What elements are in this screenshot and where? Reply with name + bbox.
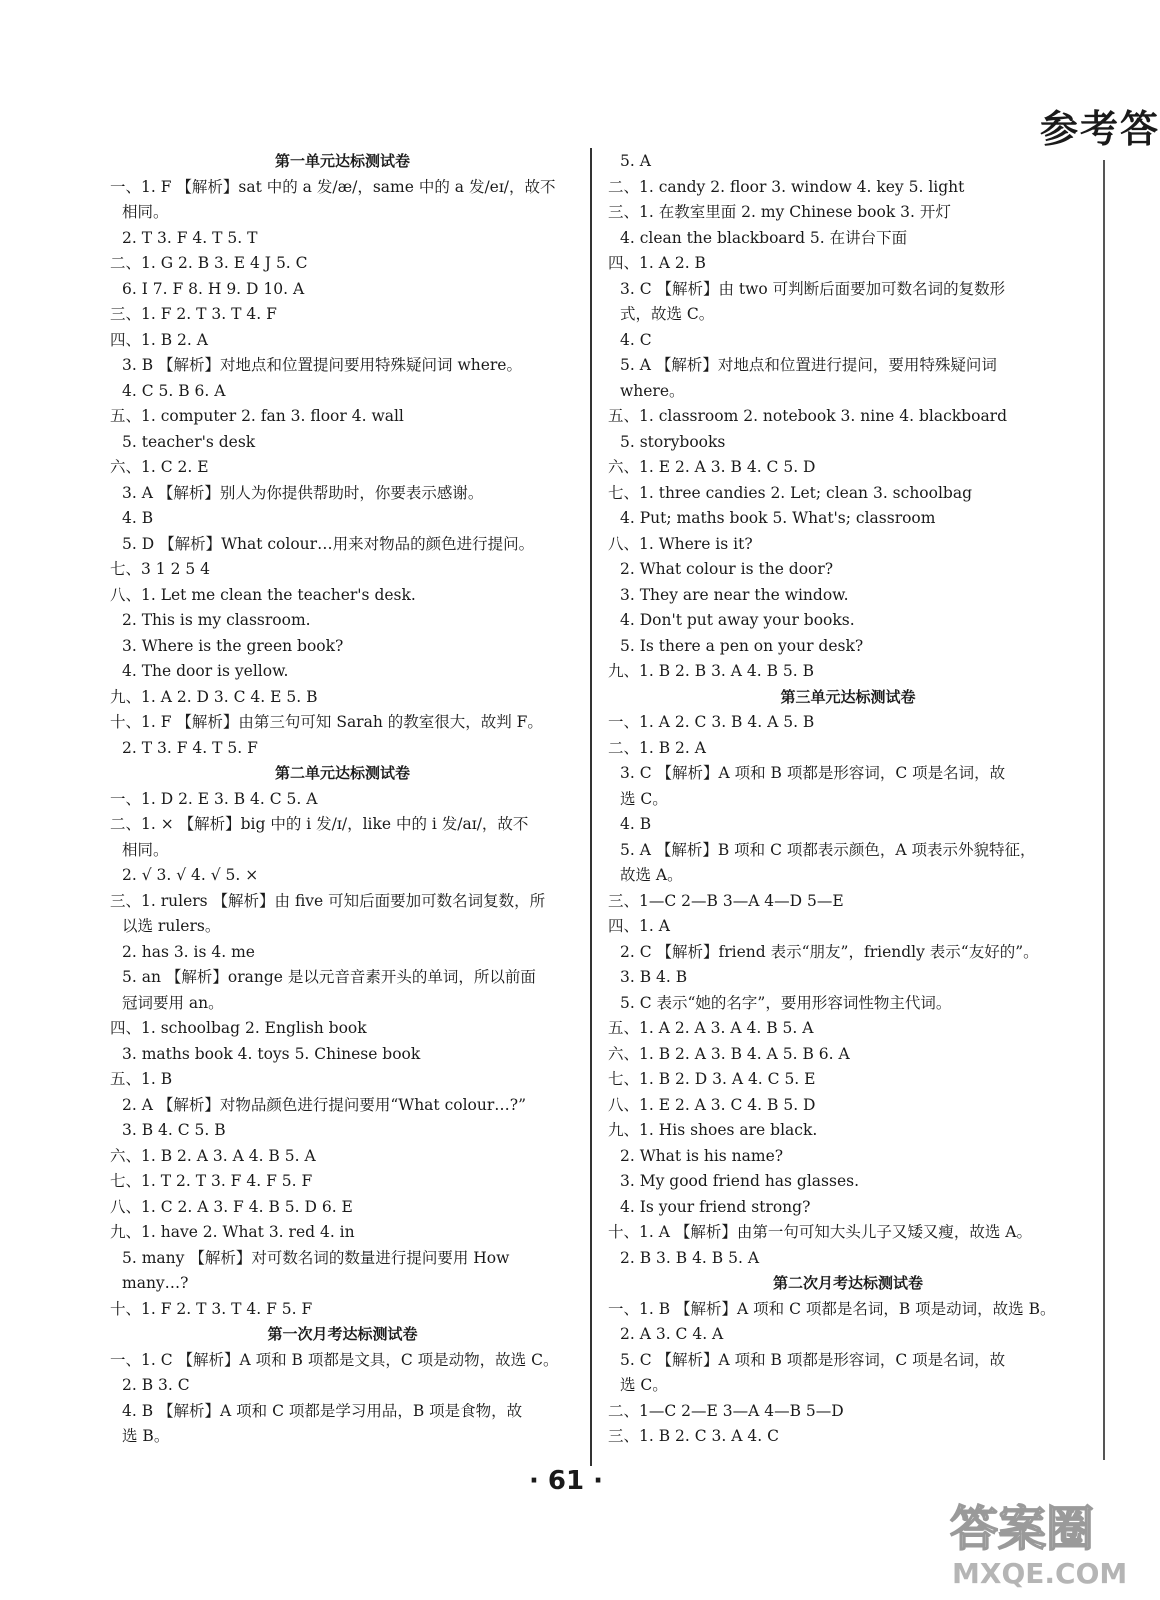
answer-line: 故选 A。 (620, 866, 683, 884)
answer-line: 冠词要用 an。 (122, 993, 224, 1012)
answer-line: 5. A 【解析】对地点和位置进行提问，要用特殊疑问词 (620, 356, 997, 374)
answer-line: 七、1. T 2. T 3. F 4. F 5. F (110, 1172, 313, 1190)
column-divider (590, 148, 592, 1466)
answer-line: 2. This is my classroom. (122, 611, 311, 629)
answer-line: 四、1. B 2. A (110, 330, 208, 349)
answer-line: 一、1. C 【解析】A 项和 B 项都是文具，C 项是动物，故选 C。 (110, 1350, 559, 1369)
answer-line: 六、1. E 2. A 3. B 4. C 5. D (608, 458, 816, 476)
answer-line: 十、1. A 【解析】由第一句可知大头儿子又矮又瘦，故选 A。 (608, 1223, 1032, 1241)
answer-line: 5. A (620, 152, 651, 170)
answer-line: 4. Don't put away your books. (620, 611, 855, 629)
section-title: 第一次月考达标测试卷 (267, 1325, 418, 1343)
answer-line: 2. B 3. B 4. B 5. A (620, 1248, 760, 1267)
answer-line: 一、1. B 【解析】A 项和 C 项都是名词，B 项是动词，故选 B。 (608, 1299, 1056, 1318)
answer-line: 3. Where is the green book? (122, 636, 344, 655)
answer-line: 3. A 【解析】别人为你提供帮助时，你要表示感谢。 (122, 483, 484, 502)
answer-line: 2. A 【解析】对物品颜色进行提问要用“What colour…?” (122, 1095, 527, 1114)
answer-line: 五、1. computer 2. fan 3. floor 4. wall (110, 407, 404, 425)
answer-line: many…? (122, 1274, 189, 1292)
answer-line: 3. B 4. B (620, 968, 688, 986)
answer-line: 2. What colour is the door? (620, 560, 834, 578)
answer-column-right (608, 149, 1088, 1450)
answer-line: 三、1. rulers 【解析】由 five 可知后面要加可数名词复数，所 (110, 891, 546, 910)
answer-line: 四、1. A (608, 917, 670, 935)
answer-line: 2. C 【解析】friend 表示“朋友”，friendly 表示“友好的”。 (620, 942, 1039, 961)
answer-line: 九、1. B 2. B 3. A 4. B 5. B (608, 662, 815, 680)
answer-line: 4. B 【解析】A 项和 C 项都是学习用品，B 项是食物，故 (122, 1401, 523, 1420)
answer-line: 六、1. B 2. A 3. B 4. A 5. B 6. A (608, 1044, 850, 1063)
answer-line: 2. A 3. C 4. A (620, 1325, 724, 1343)
answer-line: 5. many 【解析】对可数名词的数量进行提问要用 How (122, 1248, 510, 1267)
answer-line: 5. C 【解析】A 项和 B 项都是形容词，C 项是名词，故 (620, 1350, 1006, 1369)
section-title: 第三单元达标测试卷 (780, 687, 916, 706)
answer-line: 3. maths book 4. toys 5. Chinese book (122, 1044, 421, 1063)
answer-line: 2. has 3. is 4. me (122, 942, 255, 961)
answer-line: 七、3 1 2 5 4 (110, 560, 211, 578)
answer-line: 3. They are near the window. (620, 585, 849, 604)
answer-line: 4. B (620, 815, 652, 833)
answer-line: 选 C。 (620, 1376, 668, 1394)
answer-line: 3. B 【解析】对地点和位置提问要用特殊疑问词 where。 (122, 356, 522, 374)
answer-line: 三、1—C 2—B 3—A 4—D 5—E (608, 891, 844, 910)
answer-line: 选 B。 (122, 1427, 170, 1445)
answer-line: 5. A 【解析】B 项和 C 项都表示颜色，A 项表示外貌特征， (620, 840, 1036, 859)
section-title: 第二次月考达标测试卷 (772, 1274, 923, 1292)
answer-line: 2. T 3. F 4. T 5. T (122, 228, 258, 247)
answer-line: where。 (620, 381, 685, 400)
answer-line: 七、1. B 2. D 3. A 4. C 5. E (608, 1070, 816, 1088)
answer-line: 八、1. Let me clean the teacher's desk. (110, 585, 416, 604)
answer-line: 2. T 3. F 4. T 5. F (122, 738, 258, 757)
answer-line: 九、1. have 2. What 3. red 4. in (110, 1223, 355, 1241)
answer-column-left (110, 149, 575, 1450)
page-header-title: 参考答 (1040, 107, 1160, 151)
answer-line: 九、1. His shoes are black. (608, 1121, 818, 1139)
answer-line: 五、1. classroom 2. notebook 3. nine 4. blackboard (608, 407, 1008, 425)
answer-line: 三、1. B 2. C 3. A 4. C (608, 1427, 779, 1445)
answer-line: 2. What is his name? (620, 1146, 784, 1165)
answer-line: 二、1. × 【解析】big 中的 i 发/ɪ/，like 中的 i 发/aɪ/，故不 (110, 815, 529, 833)
answer-line: 八、1. Where is it? (608, 534, 753, 553)
answer-line: 二、1. candy 2. floor 3. window 4. key 5. light (608, 177, 965, 196)
answer-line: 5. Is there a pen on your desk? (620, 636, 864, 655)
answer-line: 七、1. three candies 2. Let; clean 3. schoolbag (608, 483, 973, 502)
answer-line: 九、1. A 2. D 3. C 4. E 5. B (110, 687, 318, 706)
answer-line: 3. C 【解析】A 项和 B 项都是形容词，C 项是名词，故 (620, 764, 1006, 782)
answer-line: 2. B 3. C (122, 1376, 190, 1394)
answer-line: 3. B 4. C 5. B (122, 1121, 226, 1139)
section-title: 第一单元达标测试卷 (274, 152, 410, 170)
answer-line: 选 C。 (620, 789, 668, 808)
right-edge-rule (1103, 160, 1105, 1460)
answer-line: 5. storybooks (620, 432, 726, 451)
watermark-url: MXQE.COM (952, 1557, 1128, 1590)
answer-line: 4. B (122, 509, 154, 527)
answer-line: 4. The door is yellow. (122, 662, 289, 680)
section-title: 第二单元达标测试卷 (274, 764, 410, 782)
answer-line: 六、1. C 2. E (110, 458, 209, 476)
answer-line: 二、1. G 2. B 3. E 4 J 5. C (110, 254, 308, 272)
answer-line: 五、1. B (110, 1070, 173, 1088)
answer-line: 十、1. F 2. T 3. T 4. F 5. F (110, 1299, 313, 1318)
answer-line: 3. C 【解析】由 two 可判断后面要加可数名词的复数形 (620, 279, 1006, 298)
answer-line: 相同。 (122, 203, 169, 221)
answer-line: 4. Put; maths book 5. What's; classroom (620, 509, 936, 527)
answer-line: 5. teacher's desk (122, 432, 256, 451)
answer-line: 一、1. F 【解析】sat 中的 a 发/æ/，same 中的 a 发/eɪ/，故不 (110, 177, 556, 196)
answer-line: 四、1. A 2. B (608, 254, 706, 272)
answer-line: 式，故选 C。 (620, 305, 715, 323)
answer-line: 5. an 【解析】orange 是以元音音素开头的单词，所以前面 (122, 968, 536, 986)
watermark-logo (950, 1495, 1128, 1590)
answer-line: 八、1. E 2. A 3. C 4. B 5. D (608, 1095, 816, 1114)
answer-line: 6. I 7. F 8. H 9. D 10. A (122, 279, 305, 298)
answer-line: 三、1. 在教室里面 2. my Chinese book 3. 开灯 (608, 203, 951, 221)
answer-line: 四、1. schoolbag 2. English book (110, 1019, 367, 1037)
answer-line: 4. C 5. B 6. A (122, 381, 226, 400)
answer-line: 4. clean the blackboard 5. 在讲台下面 (620, 228, 908, 247)
page-number: · 61 · (528, 1466, 604, 1496)
answer-line: 3. My good friend has glasses. (620, 1172, 860, 1190)
answer-line: 一、1. D 2. E 3. B 4. C 5. A (110, 789, 318, 808)
answer-line: 一、1. A 2. C 3. B 4. A 5. B (608, 713, 815, 731)
answer-line: 4. Is your friend strong? (620, 1197, 811, 1216)
answer-line: 十、1. F 【解析】由第三句可知 Sarah 的教室很大，故判 F。 (110, 713, 543, 731)
answer-line: 五、1. A 2. A 3. A 4. B 5. A (608, 1019, 814, 1037)
answer-line: 5. D 【解析】What colour…用来对物品的颜色进行提问。 (122, 534, 535, 553)
answer-line: 2. √ 3. √ 4. √ 5. × (122, 866, 259, 884)
answer-line: 5. C 表示“她的名字”，要用形容词性物主代词。 (620, 993, 952, 1012)
answer-line: 二、1—C 2—E 3—A 4—B 5—D (608, 1401, 844, 1420)
answer-line: 二、1. B 2. A (608, 738, 706, 757)
answer-line: 相同。 (122, 840, 169, 859)
answer-line: 六、1. B 2. A 3. A 4. B 5. A (110, 1146, 316, 1165)
answer-line: 4. C (620, 330, 652, 349)
answer-line: 以选 rulers。 (122, 917, 221, 935)
answer-line: 三、1. F 2. T 3. T 4. F (110, 305, 277, 323)
answer-line: 八、1. C 2. A 3. F 4. B 5. D 6. E (110, 1197, 353, 1216)
watermark-logo-text: 答案圈 (950, 1501, 1095, 1557)
